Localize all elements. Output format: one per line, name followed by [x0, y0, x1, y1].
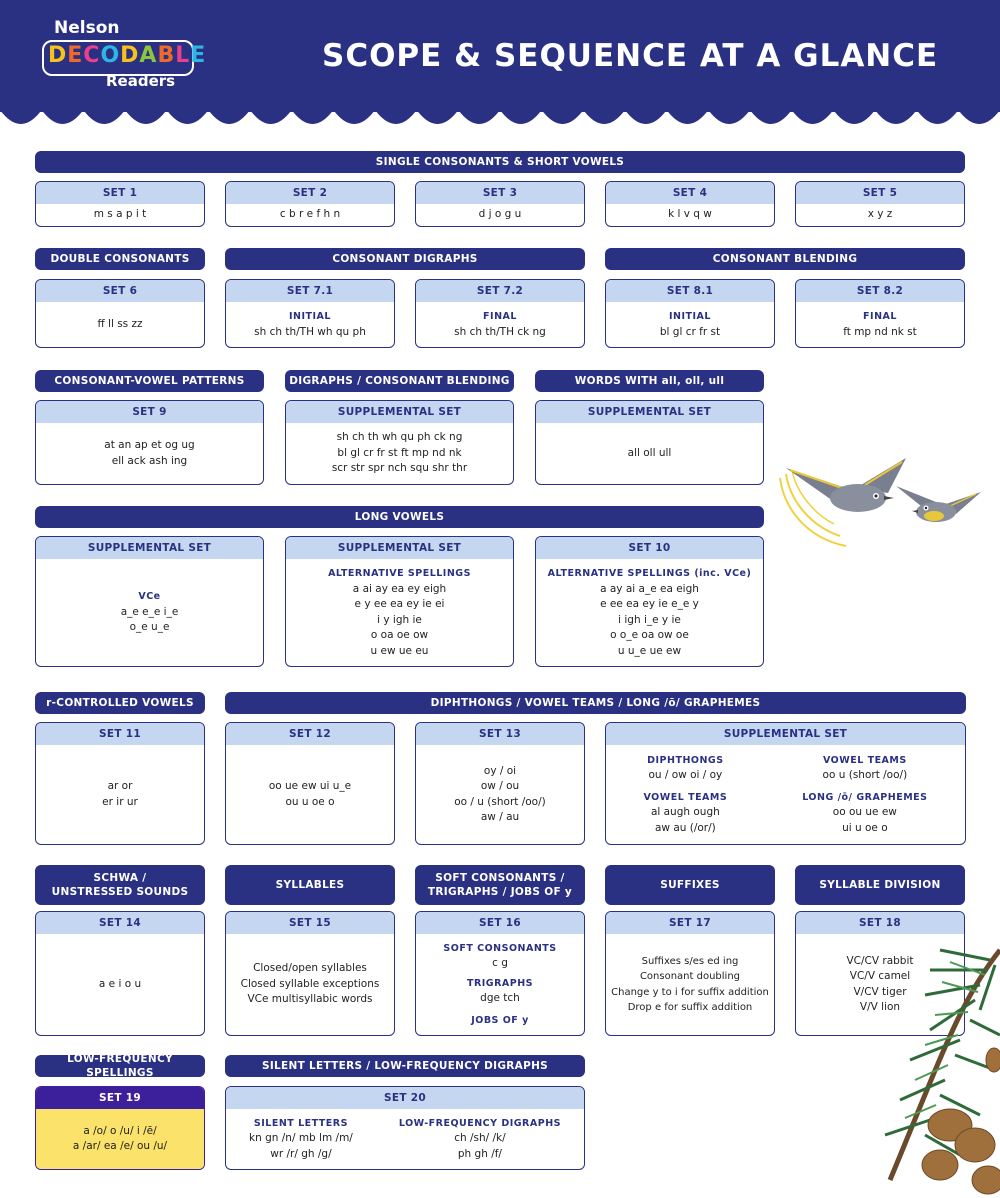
scalloped-edge	[0, 100, 1000, 130]
section-silent-letters: SILENT LETTERS / LOW-FREQUENCY DIGRAPHS	[225, 1055, 585, 1077]
set-11-card: SET 11 ar or er ir ur	[35, 722, 205, 845]
set-19-card: SET 19 a /o/ o /u/ i /ē/ a /ar/ ea /e/ ou /u/	[35, 1086, 205, 1170]
logo-letter: E	[67, 43, 84, 68]
set-16-card: SET 16 SOFT CONSONANTS c g TRIGRAPHS dge tch JOBS OF y	[415, 911, 585, 1036]
section-syllable-division: SYLLABLE DIVISION	[795, 865, 965, 905]
set-8-1-card: SET 8.1 INITIAL bl gl cr fr st	[605, 279, 775, 348]
section-diphthongs-vowel-teams: DIPHTHONGS / VOWEL TEAMS / LONG /ō/ GRAPHEMES	[225, 692, 966, 714]
section-suffixes: SUFFIXES	[605, 865, 775, 905]
section-low-frequency-spellings: LOW-FREQUENCY SPELLINGS	[35, 1055, 205, 1077]
section-consonant-blending: CONSONANT BLENDING	[605, 248, 965, 270]
section-digraphs-consonant-blending: DIGRAPHS / CONSONANT BLENDING	[285, 370, 514, 392]
set-1-card: SET 1 m s a p i t	[35, 181, 205, 227]
set-7-1-card: SET 7.1 INITIAL sh ch th/TH wh qu ph	[225, 279, 395, 348]
set-9-card: SET 9 at an ap et og ug ell ack ash ing	[35, 400, 264, 485]
supplemental-set-all-oll-ull-card: SUPPLEMENTAL SET all oll ull	[535, 400, 764, 485]
logo-letter: E	[190, 43, 207, 68]
section-consonant-digraphs: CONSONANT DIGRAPHS	[225, 248, 585, 270]
set-17-card: SET 17 Suffixes s/es ed ing Consonant doubling Change y to i for suffix addition Drop e for suffix addition	[605, 911, 775, 1036]
birds-illustration	[776, 448, 986, 548]
section-long-vowels: LONG VOWELS	[35, 506, 764, 528]
section-r-controlled-vowels: r-CONTROLLED VOWELS	[35, 692, 205, 714]
set-13-card: SET 13 oy / oi ow / ou oo / u (short /oo/) aw / au	[415, 722, 585, 845]
logo-decodable-text	[48, 43, 206, 68]
supplemental-set-digraphs-card: SUPPLEMENTAL SET sh ch th wh qu ph ck ng bl gl cr fr st ft mp nd nk scr str spr nch squ shr thr	[285, 400, 514, 485]
logo-letter: A	[139, 43, 158, 68]
set-3-card: SET 3 d j o g u	[415, 181, 585, 227]
supplemental-set-alternative-spellings-card: SUPPLEMENTAL SET ALTERNATIVE SPELLINGS a ai ay ea ey eigh e y ee ea ey ie ei i y igh ie o oa oe ow u ew ue eu	[285, 536, 514, 667]
set-18-card: SET 18 VC/CV rabbit VC/V camel V/CV tiger V/V lion	[795, 911, 965, 1036]
section-syllables: SYLLABLES	[225, 865, 395, 905]
logo-letter: D	[48, 43, 68, 68]
set-6-card: SET 6 ff ll ss zz	[35, 279, 205, 348]
section-schwa: SCHWA / UNSTRESSED SOUNDS	[35, 865, 205, 905]
set-12-card: SET 12 oo ue ew ui u_e ou u oe o	[225, 722, 395, 845]
set-15-card: SET 15 Closed/open syllables Closed syllable exceptions VCe multisyllabic words	[225, 911, 395, 1036]
set-4-card: SET 4 k l v q w	[605, 181, 775, 227]
page-title: SCOPE & SEQUENCE AT A GLANCE	[322, 38, 939, 74]
supplemental-set-vce-card: SUPPLEMENTAL SET VCe a_e e_e i_e o_e u_e	[35, 536, 264, 667]
section-double-consonants: DOUBLE CONSONANTS	[35, 248, 205, 270]
nelson-decodable-readers-logo: Nelson DECODABLE Readers	[38, 18, 198, 92]
section-consonant-vowel-patterns: CONSONANT-VOWEL PATTERNS	[35, 370, 264, 392]
section-words-with-all-oll-ull: WORDS WITH all, oll, ull	[535, 370, 764, 392]
pine-branch-illustration	[830, 940, 1000, 1198]
logo-letter: L	[175, 43, 191, 68]
supplemental-set-diphthongs-card: SUPPLEMENTAL SET DIPHTHONGS ou / ow oi / oy VOWEL TEAMS al augh ough aw au (/or/) VOWEL TEAMS oo u (short /oo/) LONG /ō/ GRAPHEMES oo ou ue ew ui u oe o	[605, 722, 966, 845]
logo-letter: D	[120, 43, 140, 68]
logo-letter: O	[100, 43, 121, 68]
set-2-card: SET 2 c b r e f h n	[225, 181, 395, 227]
section-single-consonants: SINGLE CONSONANTS & SHORT VOWELS	[35, 151, 965, 173]
section-soft-consonants: SOFT CONSONANTS / TRIGRAPHS / JOBS OF y	[415, 865, 585, 905]
set-5-card: SET 5 x y z	[795, 181, 965, 227]
set-20-card: SET 20 SILENT LETTERS kn gn /n/ mb lm /m/ wr /r/ gh /g/ LOW-FREQUENCY DIGRAPHS ch /sh/ /k/ ph gh /f/	[225, 1086, 585, 1170]
page-header	[0, 0, 1000, 128]
set-8-2-card: SET 8.2 FINAL ft mp nd nk st	[795, 279, 965, 348]
set-7-2-card: SET 7.2 FINAL sh ch th/TH ck ng	[415, 279, 585, 348]
logo-letter: C	[83, 43, 101, 68]
set-14-card: SET 14 a e i o u	[35, 911, 205, 1036]
set-10-card: SET 10 ALTERNATIVE SPELLINGS (inc. VCe) a ay ai a_e ea eigh e ee ea ey ie e_e y i igh i_e y ie o o_e oa ow oe u u_e ue ew	[535, 536, 764, 667]
logo-letter: B	[157, 43, 176, 68]
